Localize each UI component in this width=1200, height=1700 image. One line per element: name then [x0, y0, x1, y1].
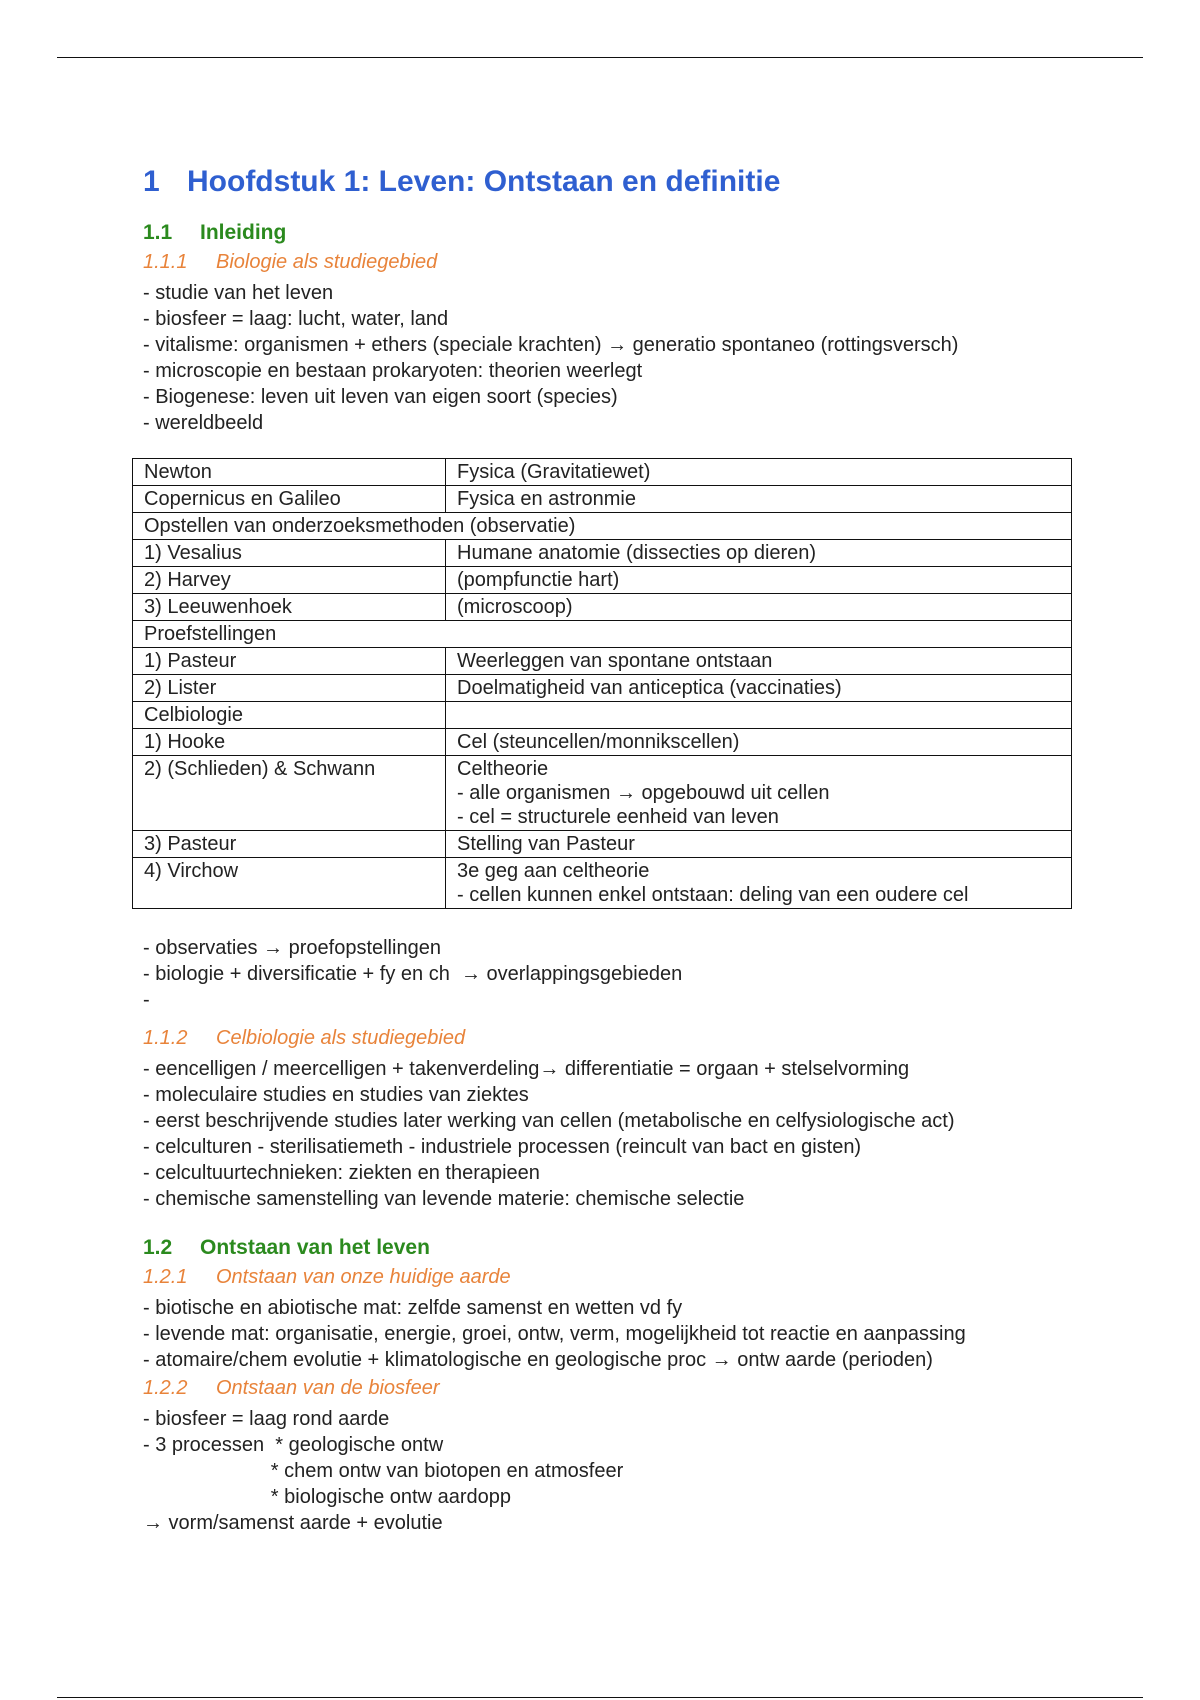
table-cell: 1) Pasteur [133, 648, 446, 675]
table-cell: 3) Pasteur [133, 831, 446, 858]
cell-line: - cel = structurele eenheid van leven [457, 806, 779, 828]
table-cell: Cel (steuncellen/monnikscellen) [446, 729, 1072, 756]
text-line: - biosfeer = laag: lucht, water, land [143, 308, 449, 330]
table-cell: Humane anatomie (dissecties op dieren) [446, 540, 1072, 567]
top-rule [57, 57, 1143, 58]
text-line: - wereldbeeld [143, 412, 264, 434]
table-cell: Stelling van Pasteur [446, 831, 1072, 858]
table-row [133, 858, 1072, 909]
subsection-number: 1.1.1 [143, 251, 188, 273]
table-cell: 2) Lister [133, 675, 446, 702]
table-cell: 1) Vesalius [133, 540, 446, 567]
cell-line: - alle organismen → opgebouwd uit cellen [457, 782, 830, 804]
text-line: - eerst beschrijvende studies later werking van cellen (metabolische en celfysiologische act) [143, 1110, 955, 1132]
text-line: * biologische ontw aardopp [143, 1486, 511, 1508]
table-cell [446, 702, 1072, 729]
bottom-rule [57, 1697, 1143, 1698]
text-line: - vitalisme: organismen + ethers (speciale krachten) → generatio spontaneo (rottingsversch) [143, 334, 959, 356]
table-row [133, 567, 1072, 594]
subsection-heading-1-1-2 [143, 1027, 1103, 1050]
table-row [133, 702, 1072, 729]
cell-line: Celtheorie [457, 758, 549, 780]
text-line: - studie van het leven [143, 282, 334, 304]
spacer [143, 1013, 1103, 1027]
section-heading-1-1 [143, 221, 1103, 245]
text-line: - Biogenese: leven uit leven van eigen soort (species) [143, 386, 618, 408]
subsection-heading-1-2-1 [143, 1266, 1103, 1289]
subsection-number: 1.2.2 [143, 1377, 188, 1399]
section-number: 1.2 [143, 1236, 173, 1259]
chapter-heading [143, 165, 1103, 199]
paragraph-1-1-1 [143, 280, 1103, 436]
table-cell: 4) Virchow [133, 858, 446, 909]
table-row [133, 540, 1072, 567]
table-row [133, 594, 1072, 621]
table-row [133, 513, 1072, 540]
table-cell: 3) Leeuwenhoek [133, 594, 446, 621]
text-line: - biologie + diversificatie + fy en ch → overlappingsgebieden [143, 963, 683, 985]
subsection-number: 1.1.2 [143, 1027, 188, 1049]
chapter-title: Hoofdstuk 1: Leven: Ontstaan en definitie [187, 165, 781, 198]
text-line: - biotische en abiotische mat: zelfde samenst en wetten vd fy [143, 1297, 683, 1319]
section-heading-1-2 [143, 1236, 1103, 1260]
subsection-title: Biologie als studiegebied [216, 251, 438, 273]
table-cell: (pompfunctie hart) [446, 567, 1072, 594]
document-body [143, 165, 1103, 1536]
table-cell: 1) Hooke [133, 729, 446, 756]
paragraph-1-1-2 [143, 1056, 1103, 1212]
text-line: - celculturen - sterilisatiemeth - industriele processen (reincult van bact en gisten) [143, 1136, 862, 1158]
table-row [133, 756, 1072, 831]
table-row [133, 621, 1072, 648]
paragraph-1-2-1 [143, 1295, 1103, 1373]
chapter-number: 1 [143, 165, 160, 198]
text-line: - microscopie en bestaan prokaryoten: theorien weerlegt [143, 360, 643, 382]
text-line: - eencelligen / meercelligen + takenverdeling→ differentiatie = orgaan + stelselvorming [143, 1058, 910, 1080]
text-line: → vorm/samenst aarde + evolutie [143, 1512, 443, 1534]
table-row [133, 648, 1072, 675]
table-group-header: Proefstellingen [133, 621, 1072, 648]
table-cell: 2) Harvey [133, 567, 446, 594]
table-cell-multiline [446, 756, 1072, 831]
text-line: - observaties → proefopstellingen [143, 937, 441, 959]
subsection-title: Ontstaan van onze huidige aarde [216, 1266, 511, 1288]
table-cell: Doelmatigheid van anticeptica (vaccinaties) [446, 675, 1072, 702]
spacer [143, 1212, 1103, 1236]
scientists-table [132, 458, 1072, 909]
table-cell: Fysica (Gravitatiewet) [446, 459, 1072, 486]
subsection-heading-1-1-1 [143, 251, 1103, 274]
subsection-heading-1-2-2 [143, 1377, 1103, 1400]
table-row [133, 675, 1072, 702]
text-line: - biosfeer = laag rond aarde [143, 1408, 390, 1430]
text-line: - [143, 989, 150, 1011]
subsection-title: Ontstaan van de biosfeer [216, 1377, 440, 1399]
table-row [133, 486, 1072, 513]
paragraph-1-2-2 [143, 1406, 1103, 1536]
table-cell: Newton [133, 459, 446, 486]
table-cell: Copernicus en Galileo [133, 486, 446, 513]
table-cell-multiline [446, 858, 1072, 909]
section-title: Ontstaan van het leven [200, 1236, 430, 1259]
text-line: - 3 processen * geologische ontw [143, 1434, 444, 1456]
cell-line: - cellen kunnen enkel ontstaan: deling van een oudere cel [457, 884, 969, 906]
text-line: * chem ontw van biotopen en atmosfeer [143, 1460, 624, 1482]
section-title: Inleiding [200, 221, 287, 244]
paragraph-after-table [143, 935, 1103, 1013]
table-group-header: Opstellen van onderzoeksmethoden (observatie) [133, 513, 1072, 540]
table-row [133, 459, 1072, 486]
table-cell: Fysica en astronmie [446, 486, 1072, 513]
text-line: - chemische samenstelling van levende materie: chemische selectie [143, 1188, 745, 1210]
table-cell: 2) (Schlieden) & Schwann [133, 756, 446, 831]
cell-line: 3e geg aan celtheorie [457, 860, 650, 882]
table-row [133, 831, 1072, 858]
text-line: - celcultuurtechnieken: ziekten en therapieen [143, 1162, 540, 1184]
section-number: 1.1 [143, 221, 173, 244]
table-cell: Weerleggen van spontane ontstaan [446, 648, 1072, 675]
text-line: - levende mat: organisatie, energie, groei, ontw, verm, mogelijkheid tot reactie en aanpassing [143, 1323, 966, 1345]
table-cell: Celbiologie [133, 702, 446, 729]
table-cell: (microscoop) [446, 594, 1072, 621]
text-line: - atomaire/chem evolutie + klimatologische en geologische proc → ontw aarde (perioden) [143, 1349, 933, 1371]
text-line: - moleculaire studies en studies van ziektes [143, 1084, 529, 1106]
table-row [133, 729, 1072, 756]
subsection-number: 1.2.1 [143, 1266, 188, 1288]
subsection-title: Celbiologie als studiegebied [216, 1027, 466, 1049]
